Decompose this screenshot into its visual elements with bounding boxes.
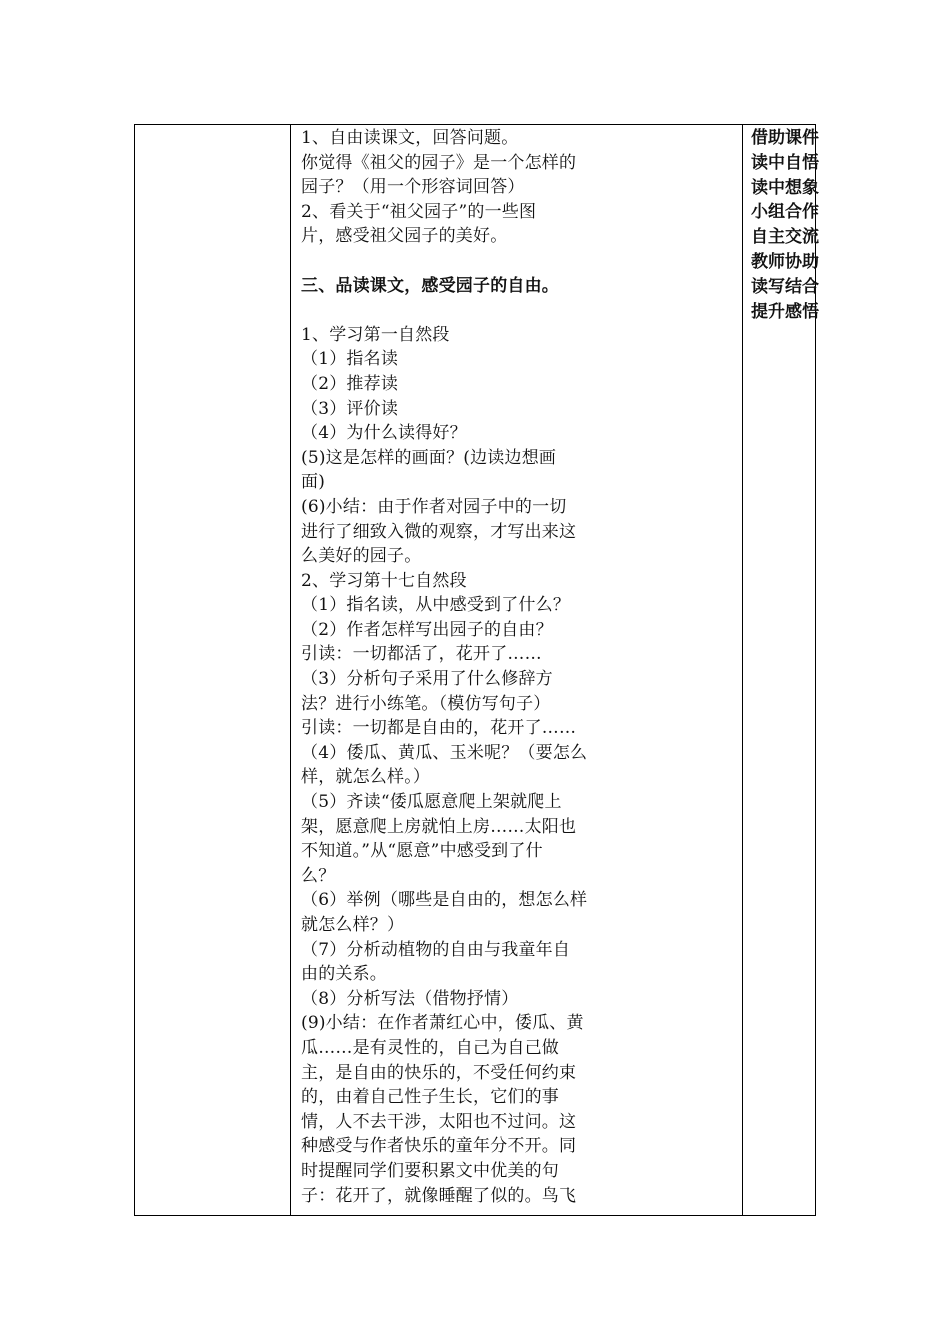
step-line: 引读：一切都是自由的，花开了…… xyxy=(301,718,577,739)
step-line: 园子？（用一个形容词回答） xyxy=(301,177,525,198)
step-line: 架，愿意爬上房就怕上房……太阳也 xyxy=(301,816,577,837)
step-line: 2、学习第十七自然段 xyxy=(301,570,467,591)
step-line: （4）为什么读得好？ xyxy=(301,423,467,444)
step-line: 的，由着自己性子生长，它们的事 xyxy=(301,1087,559,1108)
teaching-method-item: 读中自悟 xyxy=(751,152,819,173)
step-line: （3）分析句子采用了什么修辞方 xyxy=(301,669,553,690)
teaching-steps-column xyxy=(291,125,743,1215)
step-line: （8）分析写法（借物抒情） xyxy=(301,988,519,1009)
step-line: （5）齐读“倭瓜愿意爬上架就爬上 xyxy=(301,792,562,813)
step-line: 时提醒同学们要积累文中优美的句 xyxy=(301,1160,559,1181)
step-line: （1）指名读 xyxy=(301,349,399,370)
step-line: 进行了细致入微的观察，才写出来这 xyxy=(301,521,577,542)
step-line: （2）作者怎样写出园子的自由？ xyxy=(301,619,553,640)
step-line: 样，就怎么样。） xyxy=(301,767,431,788)
step-line: (9)小结：在作者萧红心中，倭瓜、黄 xyxy=(301,1013,584,1034)
teaching-method-item: 提升感悟 xyxy=(751,301,819,322)
step-line: 情，人不去干涉，太阳也不过问。这 xyxy=(301,1111,577,1132)
step-line: 片，感受祖父园子的美好。 xyxy=(301,226,508,247)
teaching-method-item: 读中想象 xyxy=(751,177,819,198)
step-line: （3）评价读 xyxy=(301,398,399,419)
step-line: （6）举例（哪些是自由的，想怎么样 xyxy=(301,890,588,911)
lesson-plan-table xyxy=(134,124,819,1216)
step-line: （2）推荐读 xyxy=(301,373,399,394)
section-column xyxy=(135,125,291,1215)
step-line: 么？ xyxy=(301,865,336,886)
step-line: 就怎么样？） xyxy=(301,915,405,935)
step-line: (5)这是怎样的画面？(边读边想画 xyxy=(301,447,557,468)
blank-line xyxy=(301,298,736,323)
teaching-method-item: 读写结合 xyxy=(751,276,819,297)
step-line: 种感受与作者快乐的童年分不开。同 xyxy=(301,1136,577,1157)
step-line: 你觉得《祖父的园子》是一个怎样的 xyxy=(301,152,577,173)
teaching-methods-column xyxy=(743,125,817,1215)
teaching-method-item: 自主交流 xyxy=(751,227,819,248)
step-line: 由的关系。 xyxy=(301,964,387,985)
step-line: 2、看关于“祖父园子”的一些图 xyxy=(301,201,537,222)
step-line: 子：花开了，就像睡醒了似的。鸟飞 xyxy=(301,1185,577,1206)
step-line: 主，是自由的快乐的，不受任何约束 xyxy=(301,1062,577,1083)
section-heading: 三、品读课文，感受园子的自由。 xyxy=(301,275,559,296)
blank-line xyxy=(301,249,736,274)
step-line: 面) xyxy=(301,472,326,493)
step-line: （4）倭瓜、黄瓜、玉米呢？（要怎么 xyxy=(301,742,588,763)
step-line: 引读：一切都活了，花开了…… xyxy=(301,644,542,665)
step-line: 1、学习第一自然段 xyxy=(301,324,450,345)
teaching-method-item: 教师协助 xyxy=(751,251,819,272)
step-line: 1、自由读课文，回答问题。 xyxy=(301,128,519,148)
step-line: 瓜……是有灵性的，自己为自己做 xyxy=(301,1037,559,1058)
teaching-method-item: 小组合作 xyxy=(751,202,819,223)
step-line: 么美好的园子。 xyxy=(301,546,422,567)
step-line: （7）分析动植物的自由与我童年自 xyxy=(301,939,571,960)
step-line: (6)小结：由于作者对园子中的一切 xyxy=(301,496,567,517)
step-line: 法？进行小练笔。（模仿写句子） xyxy=(301,693,551,714)
step-line: 不知道。”从“愿意”中感受到了什 xyxy=(301,841,543,862)
teaching-method-item: 借助课件 xyxy=(751,128,819,148)
step-line: （1）指名读，从中感受到了什么？ xyxy=(301,595,571,616)
